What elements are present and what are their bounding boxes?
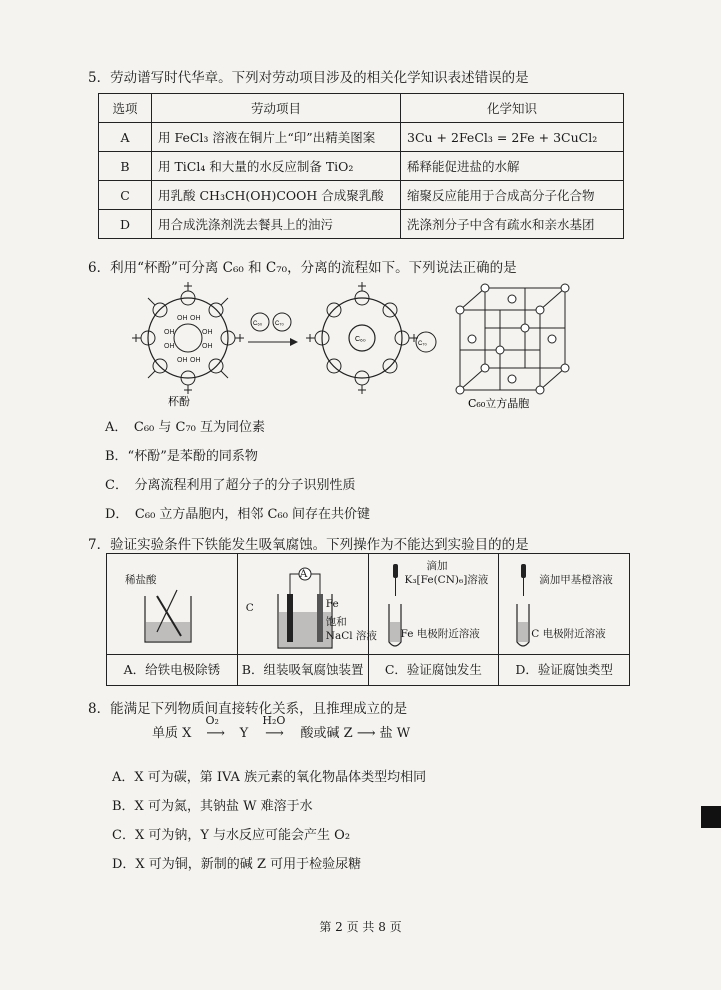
row-project: 用乳酸 CH₃CH(OH)COOH 合成聚乳酸	[152, 181, 401, 210]
calixarene-label: 杯酚	[168, 395, 190, 408]
table-row	[99, 181, 624, 210]
row-project: 用合成洗涤剂洗去餐具上的油污	[152, 210, 401, 239]
q8-title: 8．能满足下列物质间直接转化关系，且推理成立的是	[88, 701, 408, 717]
scheme-x: 单质 X	[152, 726, 192, 741]
calixarene-molecule	[132, 282, 244, 394]
row-knowledge: 稀释能促进盐的水解	[401, 152, 624, 181]
header-option: 选项	[99, 94, 152, 123]
row-project: 用 TiCl₄ 和大量的水反应制备 TiO₂	[152, 152, 401, 181]
q8-scheme	[152, 714, 411, 741]
c70-label: C₇₀	[418, 341, 427, 347]
scheme-w: 盐 W	[379, 726, 411, 741]
table-row	[99, 210, 624, 239]
q7-panel-d	[499, 554, 630, 686]
table-row	[99, 123, 624, 152]
q5-table	[98, 93, 624, 239]
saturated-label: 饱和	[325, 616, 347, 628]
scan-edge-mark	[701, 806, 721, 828]
q6-option-a: A． C₆₀ 与 C₇₀ 互为同位素	[105, 420, 266, 435]
c70-label: C₇₀	[275, 321, 284, 327]
row-option: C	[99, 181, 152, 210]
q8-option-b: B．X 可为氮，其钠盐 W 难溶于水	[112, 799, 313, 814]
reagent-o2: O₂	[205, 714, 219, 727]
row-option: A	[99, 123, 152, 152]
ammeter-label: A	[299, 568, 308, 580]
nacl-label: NaCl 溶液	[325, 630, 377, 642]
scheme-y: Y	[239, 726, 249, 741]
q7-caption-b: B．组装吸氧腐蚀装置	[238, 654, 368, 685]
q7-table	[106, 553, 630, 686]
q7-panel-b	[237, 554, 377, 686]
iron-electrode-label: Fe	[325, 598, 339, 610]
oh-label: OH	[177, 357, 188, 364]
hcl-label: 稀盐酸	[125, 574, 157, 586]
c-solution-label: C 电极附近溶液	[531, 628, 606, 640]
row-knowledge: 3Cu + 2FeCl₃ = 2Fe + 3CuCl₂	[401, 123, 624, 152]
q7-title: 7．验证实验条件下铁能发生吸氧腐蚀。下列操作为不能达到实验目的的是	[88, 537, 529, 553]
page-footer: 第 2 页 共 8 页	[319, 920, 402, 934]
q7-panel-c	[368, 554, 499, 686]
table-header-row	[99, 94, 624, 123]
row-knowledge: 洗涤剂分子中含有疏水和亲水基团	[401, 210, 624, 239]
calixarene-complex	[306, 282, 418, 394]
fe-solution-label: Fe 电极附近溶液	[400, 628, 480, 640]
ferricyanide-label: K₃[Fe(CN)₆]溶液	[404, 574, 489, 586]
oh-label: OH	[190, 357, 201, 364]
q6-title: 6．利用“杯酚”可分离 C₆₀ 和 C₇₀，分离的流程如下。下列说法正确的是	[88, 260, 517, 276]
q7-caption-c: C．验证腐蚀发生	[369, 654, 499, 685]
q6-option-d: D． C₆₀ 立方晶胞内，相邻 C₆₀ 间存在共价键	[105, 507, 371, 522]
beaker-icon	[137, 586, 207, 648]
q5-title: 5．劳动谱写时代华章。下列对劳动项目涉及的相关化学知识表述错误的是	[88, 70, 529, 86]
oh-label: OH	[164, 343, 175, 350]
q7-panel-a	[107, 554, 238, 686]
arrow-icon: ⟶	[206, 726, 225, 741]
header-project: 劳动项目	[152, 94, 401, 123]
q6-figure	[130, 280, 590, 410]
q6-option-b: B．“杯酚”是苯酚的同系物	[105, 449, 258, 464]
arrow-icon: ⟶	[356, 726, 376, 741]
oh-label: OH	[177, 315, 188, 322]
oh-label: OH	[190, 315, 201, 322]
q7-caption-a: A．给铁电极除锈	[107, 654, 237, 685]
c60-label: C₆₀	[355, 336, 366, 343]
c60-label: C₆₀	[253, 321, 263, 327]
scheme-z: 酸或碱 Z	[300, 726, 353, 741]
q8-option-c: C．X 可为钠，Y 与水反应可能会产生 O₂	[112, 828, 351, 843]
dropwise-label: 滴加	[426, 560, 448, 572]
crystal-label: C₆₀立方晶胞	[468, 397, 530, 410]
header-knowledge: 化学知识	[401, 94, 624, 123]
row-option: D	[99, 210, 152, 239]
q8-option-d: D．X 可为铜，新制的碱 Z 可用于检验尿糖	[112, 857, 362, 872]
fullerene-pair-icon	[251, 313, 291, 331]
reagent-h2o: H₂O	[262, 714, 286, 727]
q6-option-c: C． 分离流程利用了超分子的分子识别性质	[105, 478, 356, 493]
oh-label: OH	[202, 329, 213, 336]
row-project: 用 FeCl₃ 溶液在铜片上“印”出精美图案	[152, 123, 401, 152]
methyl-orange-label: 滴加甲基橙溶液	[539, 574, 613, 586]
table-row	[99, 152, 624, 181]
c60-cubic-cell	[456, 284, 569, 394]
q7-caption-d: D．验证腐蚀类型	[499, 654, 629, 685]
q8-option-a: A．X 可为碳，第 IVA 族元素的氧化物晶体类型均相同	[112, 770, 427, 785]
arrow-icon	[290, 338, 298, 346]
oh-label: OH	[164, 329, 175, 336]
c70-ball-icon	[416, 332, 436, 352]
arrow-icon: ⟶	[265, 726, 284, 741]
oh-label: OH	[202, 343, 213, 350]
row-knowledge: 缩聚反应能用于合成高分子化合物	[401, 181, 624, 210]
row-option: B	[99, 152, 152, 181]
carbon-electrode-label: C	[245, 602, 254, 614]
